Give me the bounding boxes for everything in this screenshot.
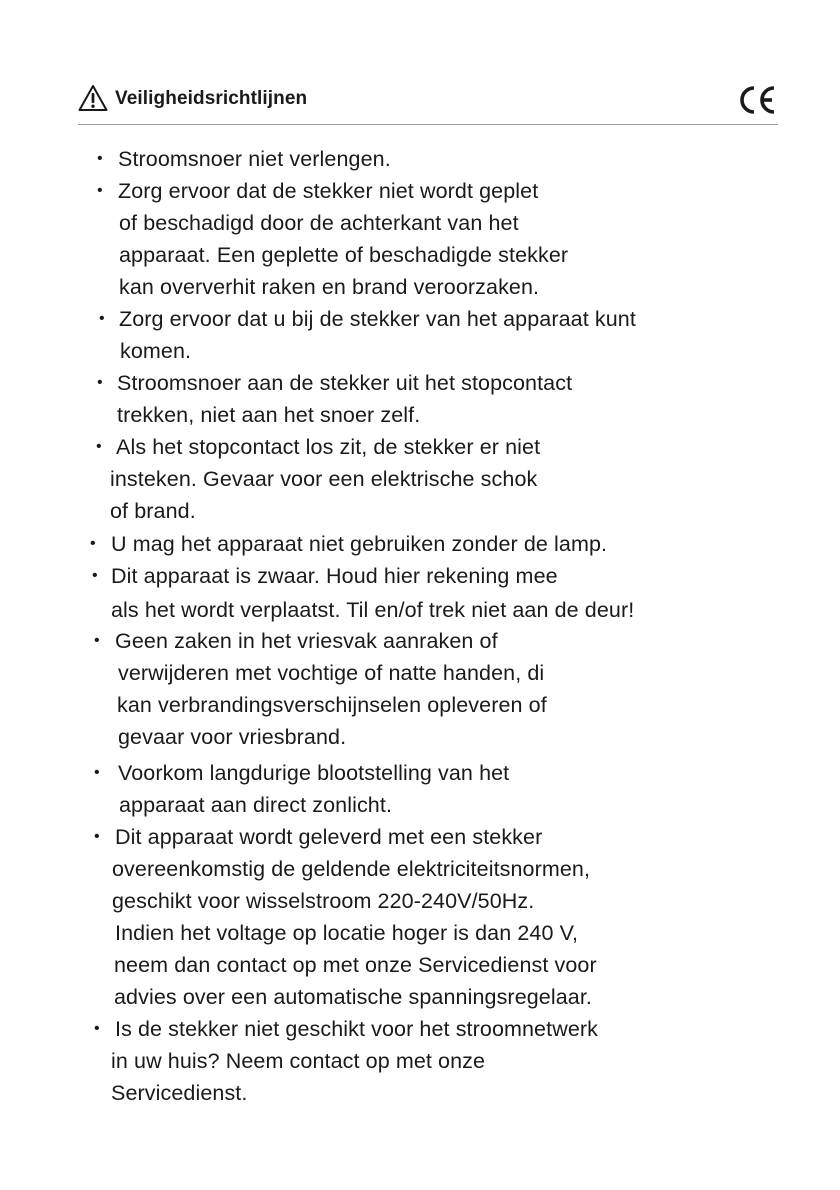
list-item-line: gevaar voor vriesbrand. — [118, 725, 347, 749]
list-item-line: Servicedienst. — [111, 1081, 248, 1105]
list-item-line: Als het stopcontact los zit, de stekker er niet — [116, 435, 541, 459]
list-item-line: Indien het voltage op locatie hoger is dan 240 V, — [115, 921, 579, 945]
list-item-line: verwijderen met vochtige of natte handen, di — [118, 661, 545, 685]
list-item-line: apparaat. Een geplette of beschadigde stekker — [119, 243, 569, 267]
list-item-line: overeenkomstig de geldende elektriciteitsnormen, — [112, 857, 591, 881]
list-item-line: U mag het apparaat niet gebruiken zonder de lamp. — [111, 532, 608, 556]
list-item-line: Is de stekker niet geschikt voor het stroomnetwerk — [115, 1017, 598, 1041]
list-item-line: kan verbrandingsverschijnselen opleveren of — [117, 693, 547, 717]
list-item-line: Stroomsnoer niet verlengen. — [118, 147, 391, 171]
list-item-line: of brand. — [110, 499, 196, 523]
list-item-line: Zorg ervoor dat de stekker niet wordt geplet — [118, 179, 539, 203]
list-item-line: of beschadigd door de achterkant van het — [119, 211, 519, 235]
bullet-icon: • — [94, 828, 100, 845]
bullet-icon: • — [94, 1020, 100, 1037]
list-item-line: Dit apparaat is zwaar. Houd hier rekening mee — [111, 564, 558, 588]
warning-triangle-icon — [78, 84, 108, 112]
bullet-icon: • — [92, 567, 98, 584]
section-header — [78, 84, 778, 120]
ce-mark-icon — [738, 84, 778, 116]
list-item-line: Geen zaken in het vriesvak aanraken of — [115, 629, 498, 653]
bullet-icon: • — [94, 632, 100, 649]
list-item-line: geschikt voor wisselstroom 220-240V/50Hz. — [112, 889, 535, 913]
bullet-icon: • — [90, 535, 96, 552]
list-item-line: Stroomsnoer aan de stekker uit het stopcontact — [117, 371, 573, 395]
bullet-icon: • — [96, 438, 102, 455]
list-item-line: als het wordt verplaatst. Til en/of trek niet aan de deur! — [111, 598, 635, 622]
list-item-line: kan oververhit raken en brand veroorzaken. — [119, 275, 540, 299]
list-item-line: komen. — [120, 339, 192, 363]
bullet-icon: • — [97, 150, 103, 167]
list-item-line: insteken. Gevaar voor een elektrische schok — [110, 467, 538, 491]
list-item-line: Voorkom langdurige blootstelling van het — [118, 761, 510, 785]
bullet-icon: • — [97, 374, 103, 391]
list-item-line: in uw huis? Neem contact op met onze — [111, 1049, 486, 1073]
list-item-line: apparaat aan direct zonlicht. — [119, 793, 393, 817]
list-item-line: Dit apparaat wordt geleverd met een stekker — [115, 825, 543, 849]
list-item-line: neem dan contact op met onze Servicedienst voor — [114, 953, 597, 977]
bullet-icon: • — [94, 764, 100, 781]
bullet-icon: • — [99, 310, 105, 327]
header-divider — [78, 124, 778, 125]
bullet-icon: • — [97, 182, 103, 199]
page-title: Veiligheidsrichtlijnen — [115, 88, 308, 109]
list-item-line: trekken, niet aan het snoer zelf. — [117, 403, 421, 427]
list-item-line: advies over een automatische spanningsregelaar. — [114, 985, 593, 1009]
list-item-line: Zorg ervoor dat u bij de stekker van het apparaat kunt — [119, 307, 636, 331]
